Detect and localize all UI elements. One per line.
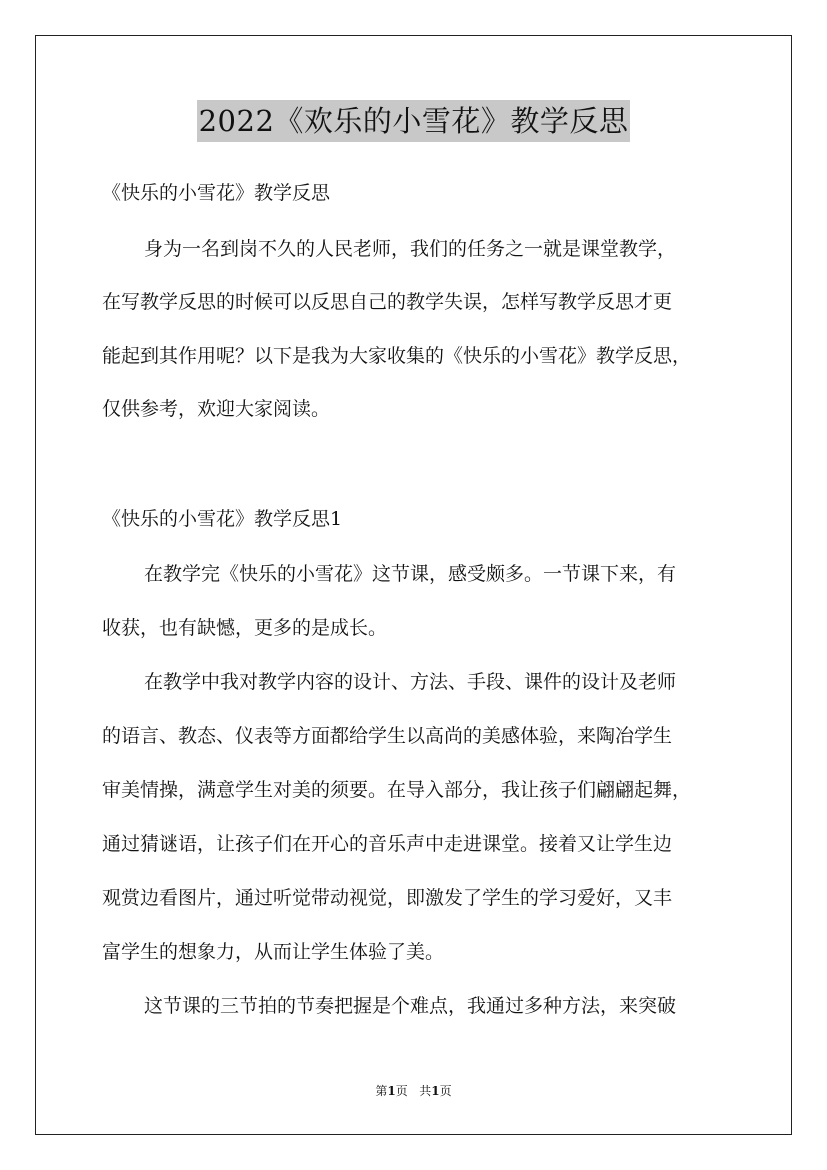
paragraph-line: 在写教学反思的时候可以反思自己的教学失误，怎样写教学反思才更 (102, 291, 673, 313)
footer-page-suffix: 页 (395, 1084, 408, 1098)
title-container (0, 100, 827, 142)
section-heading: 《快乐的小雪花》教学反思1 (102, 508, 343, 530)
footer-total-prefix: 共 (419, 1084, 432, 1098)
paragraph-line: 的语言、教态、仪表等方面都给学生以高尚的美感体验，来陶冶学生 (102, 725, 673, 747)
paragraph-line: 在教学完《快乐的小雪花》这节课，感受颇多。一节课下来，有 (144, 563, 677, 585)
paragraph-line: 仅供参考，欢迎大家阅读。 (102, 398, 331, 420)
subtitle-heading: 《快乐的小雪花》教学反思 (102, 182, 331, 204)
paragraph-line: 审美情操，满意学生对美的须要。在导入部分，我让孩子们翩翩起舞， (102, 779, 692, 801)
paragraph-line: 这节课的三节拍的节奏把握是个难点，我通过多种方法，来突破 (144, 995, 677, 1017)
paragraph-line: 观赏边看图片，通过听觉带动视觉，即激发了学生的学习爱好，又丰 (102, 887, 673, 909)
paragraph-line: 在教学中我对教学内容的设计、方法、手段、课件的设计及老师 (144, 671, 677, 693)
page-footer (0, 1083, 827, 1099)
document-title: 2022《欢乐的小雪花》教学反思 (197, 100, 631, 142)
paragraph-line: 收获，也有缺憾，更多的是成长。 (102, 617, 388, 639)
footer-total-number: 1 (431, 1084, 440, 1098)
paragraph-line: 能起到其作用呢？以下是我为大家收集的《快乐的小雪花》教学反思， (102, 345, 692, 367)
paragraph-line: 富学生的想象力，从而让学生体验了美。 (102, 941, 445, 963)
footer-total-suffix: 页 (439, 1084, 452, 1098)
paragraph-line: 身为一名到岗不久的人民老师，我们的任务之一就是课堂教学， (144, 238, 677, 260)
paragraph-line: 通过猜谜语，让孩子们在开心的音乐声中走进课堂。接着又让学生边 (102, 833, 673, 855)
footer-page-number: 1 (387, 1084, 396, 1098)
footer-page-prefix: 第 (375, 1084, 388, 1098)
